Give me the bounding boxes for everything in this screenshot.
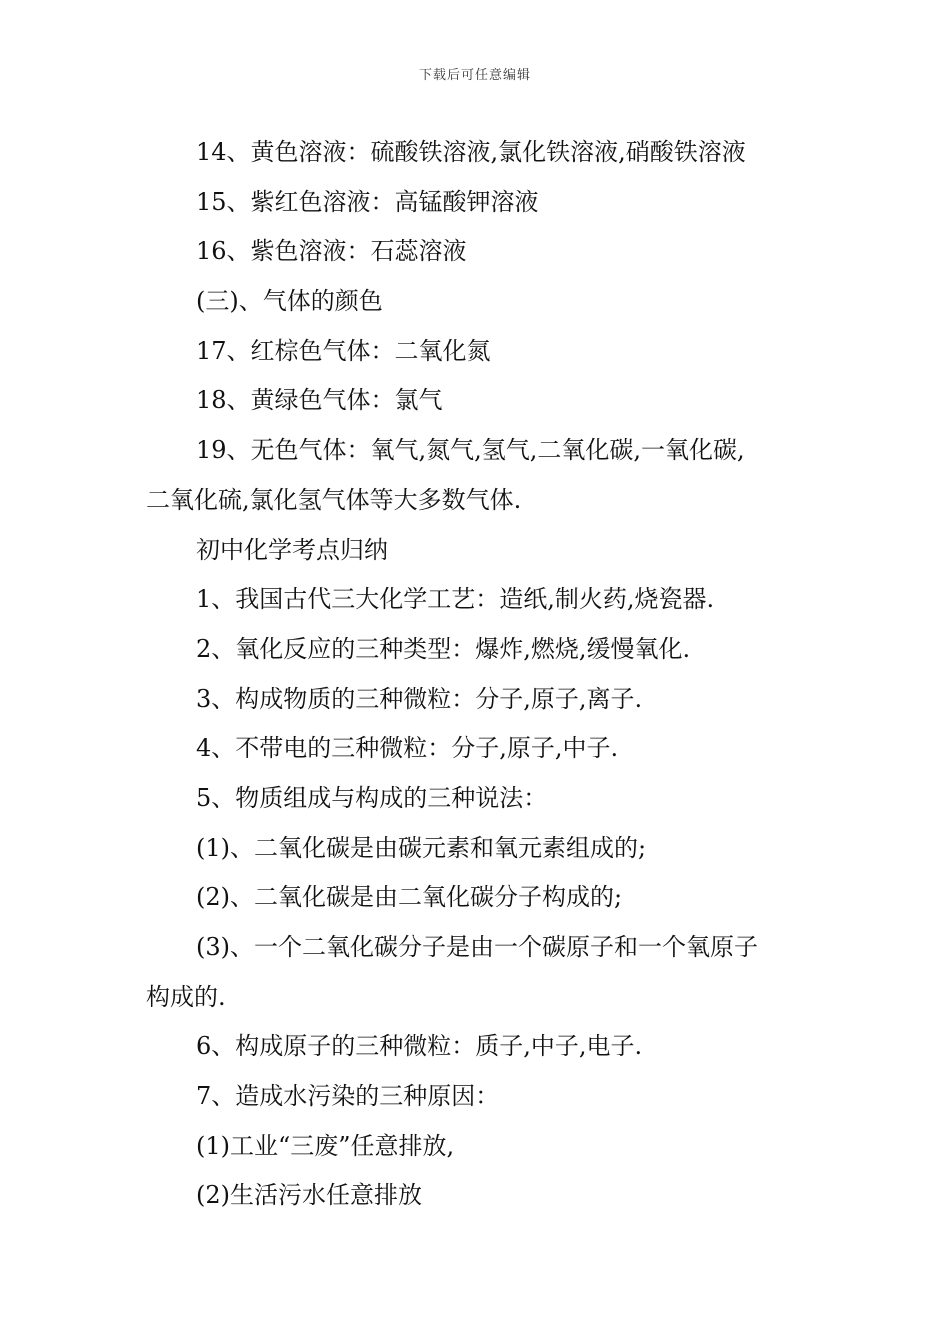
text-line: 17、红棕色气体：二氧化氮 [196,336,491,365]
text-line: 3、构成物质的三种微粒：分子,原子,离子. [196,684,643,713]
text-line: 19、无色气体：氧气,氮气,氢气,二氧化碳,一氧化碳, [196,436,745,465]
text-line-continuation: 二氧化硫,氯化氢气体等大多数气体. [146,485,522,514]
text-line: 7、造成水污染的三种原因： [196,1082,500,1111]
text-line: (2)、二氧化碳是由二氧化碳分子构成的; [196,883,623,912]
text-line: (1)工业“三废”任意排放, [196,1131,455,1160]
section-heading: 初中化学考点归纳 [196,535,388,564]
text-line: 18、黄绿色气体：氯气 [196,386,443,415]
text-line: 1、我国古代三大化学工艺：造纸,制火药,烧瓷器. [196,585,715,614]
section-heading: (三)、气体的颜色 [196,287,383,316]
text-line: 14、黄色溶液：硫酸铁溶液,氯化铁溶液,硝酸铁溶液 [196,138,746,166]
text-line: 2、氧化反应的三种类型：爆炸,燃烧,缓慢氧化. [196,634,691,663]
text-line: 4、不带电的三种微粒：分子,原子,中子. [196,734,619,763]
text-line: 15、紫红色溶液：高锰酸钾溶液 [196,187,539,216]
text-line: 5、物质组成与构成的三种说法： [196,783,548,812]
page-header: 下载后可任意编辑 [418,68,531,83]
text-line: (3)、一个二氧化碳分子是由一个碳原子和一个氧原子 [196,933,758,961]
text-line: 6、构成原子的三种微粒：质子,中子,电子. [196,1032,643,1061]
document-body [146,128,810,1221]
text-line: (1)、二氧化碳是由碳元素和氧元素组成的; [196,833,647,862]
text-line-continuation: 构成的. [146,982,226,1011]
text-line: 16、紫色溶液：石蕊溶液 [196,237,467,266]
text-line: (2)生活污水任意排放 [196,1181,422,1210]
